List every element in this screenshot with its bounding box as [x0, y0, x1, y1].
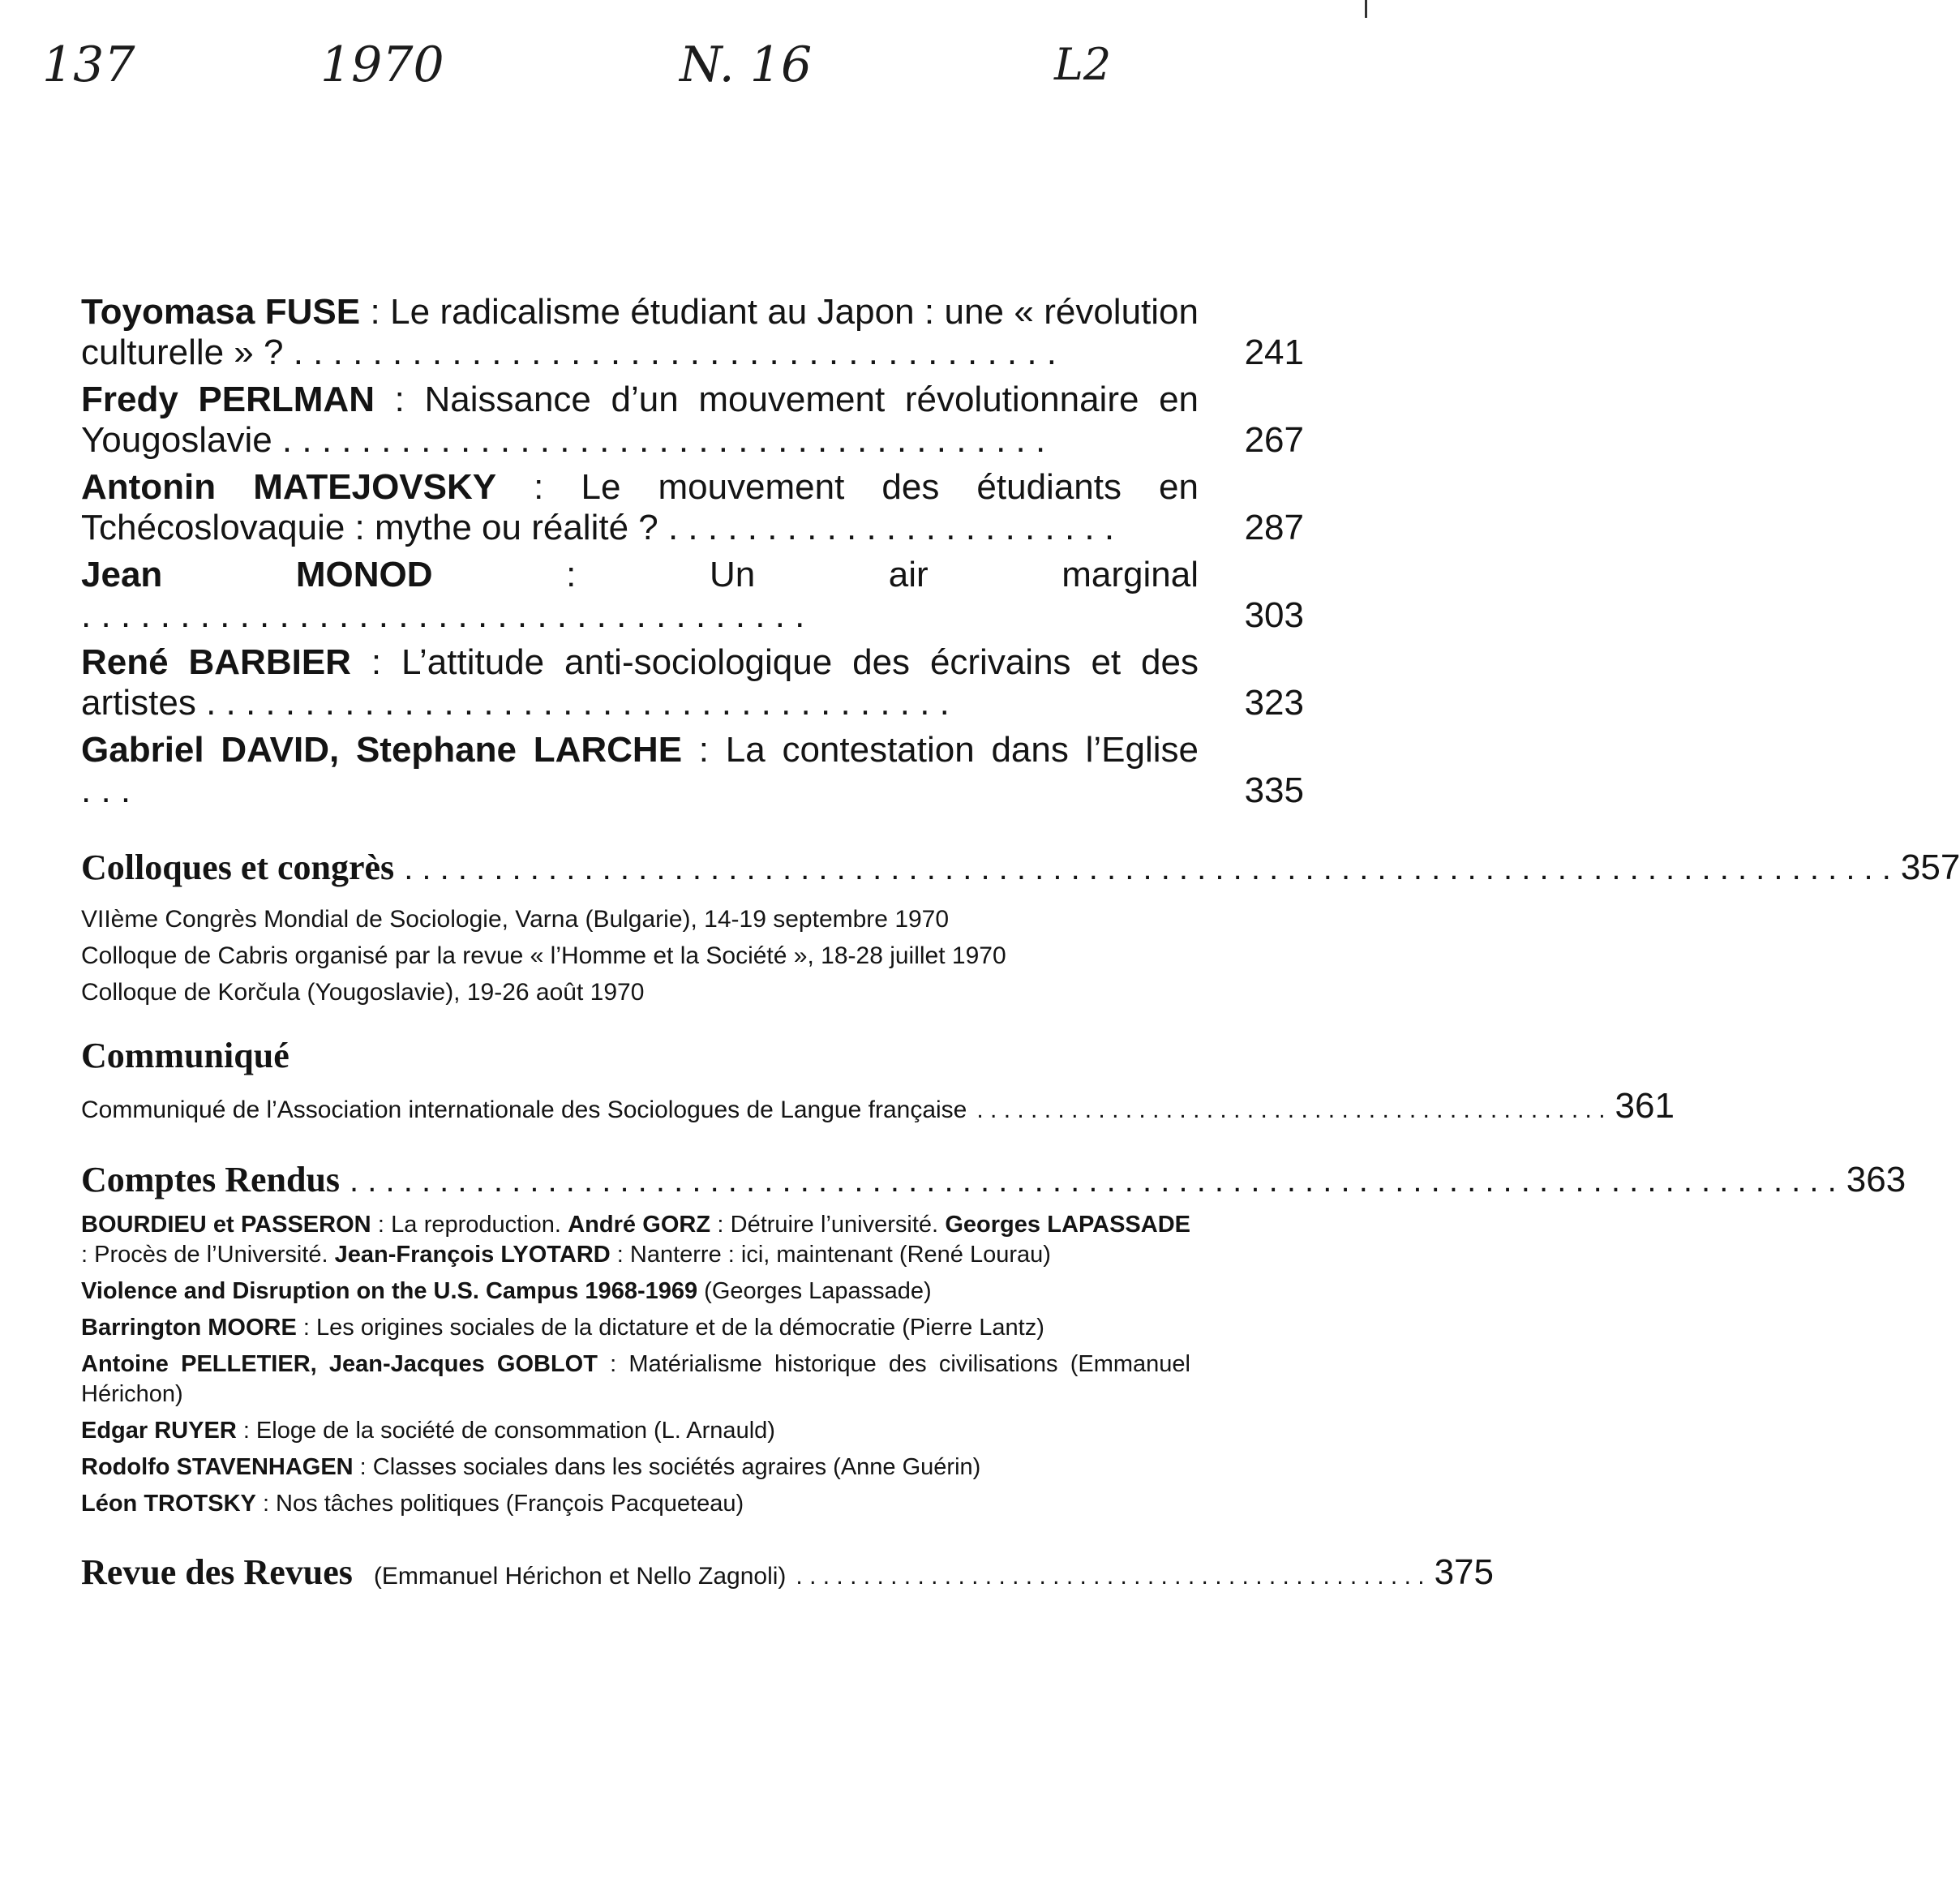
- article-title: L’attitude anti-sociologique des écrivains et des artistes: [81, 642, 1199, 723]
- review-detail: : Détruire l’université.: [710, 1212, 946, 1238]
- review-subject: Violence and Disruption on the U.S. Campus 1968-1969: [81, 1278, 698, 1304]
- article-title: Un air marginal: [709, 555, 1199, 594]
- compte-rendu-entry: [81, 1350, 1190, 1410]
- scan-edge-mark: [1365, 0, 1367, 18]
- toc-article: Fredy PERLMAN : Naissance d’un mouvement révolutionnaire en Yougoslavie . . . . . . . . . . . . . . . . . . . . . . . . . . . . . . . . . . . . . . . 267: [81, 380, 1304, 460]
- article-author: Toyomasa FUSE: [81, 292, 361, 332]
- review-subject: Georges LAPASSADE: [945, 1212, 1190, 1238]
- comptes-rendus-list: [81, 1210, 1304, 1519]
- toc-article: Jean MONOD : Un air marginal . . . . . . . . . . . . . . . . . . . . . . . . . . . . . . . . . . . . . 303: [81, 555, 1304, 635]
- article-page: 241: [1244, 333, 1304, 372]
- compte-rendu-entry: [81, 1313, 1190, 1343]
- review-detail: : Nos tâches politiques (François Pacqueteau): [255, 1491, 744, 1517]
- section-title: Communiqué: [81, 1036, 289, 1075]
- section-title: Revue des Revues: [81, 1552, 353, 1592]
- section-page: 375: [1434, 1552, 1494, 1592]
- review-detail: : Procès de l’Université.: [81, 1242, 335, 1268]
- toc-article: Antonin MATEJOVSKY : Le mouvement des étudiants en Tchécoslovaquie : mythe ou réalité ? . . . . . . . . . . . . . . . . . . . . . . . 287: [81, 467, 1304, 547]
- articles-list: [81, 292, 1304, 811]
- colloques-heading: Colloques et congrès . . . . . . . . . . . . . . . . . . . . . . . . . . . . . . . . . . . . . . . . . . . . . . . . . . . . . . . . . . . . . . . . . . . . . . . . . . . . . . . . . . . 357: [81, 848, 1960, 887]
- review-subject: Jean-François LYOTARD: [334, 1242, 611, 1268]
- communique-heading: [81, 1035, 1304, 1077]
- review-subject: Léon TROTSKY: [81, 1491, 256, 1517]
- review-detail: : Nanterre : ici, maintenant (René Lourau): [610, 1242, 1051, 1268]
- compte-rendu-entry: [81, 1416, 1190, 1446]
- review-subject: BOURDIEU et PASSERON: [81, 1212, 371, 1238]
- colloque-item: Colloque de Korčula (Yougoslavie), 19-26 août 1970: [81, 979, 645, 1006]
- table-of-contents: [81, 292, 1960, 1598]
- review-subject: Rodolfo STAVENHAGEN: [81, 1454, 354, 1480]
- communique-entry: Communiqué de l’Association internationale des Sociologues de Langue française . . . . . . . . . . . . . . . . . . . . . . . . . . . . . . . . . . . . . . . . . . . . . . . 361: [81, 1085, 1304, 1128]
- section-page: 361: [1615, 1086, 1675, 1126]
- article-title: La contestation dans l’Eglise: [725, 730, 1199, 770]
- article-page: 303: [1244, 595, 1304, 635]
- handwritten-number: 137: [42, 36, 135, 93]
- handwritten-code: L2: [1054, 39, 1112, 90]
- toc-article: Toyomasa FUSE : Le radicalisme étudiant au Japon : une « révolution culturelle » ? . . . . . . . . . . . . . . . . . . . . . . . . . . . . . . . . . . . . . . . 241: [81, 292, 1304, 372]
- review-subject: Barrington MOORE: [81, 1315, 297, 1341]
- article-title: Naissance d’un mouvement révolutionnaire en Yougoslavie: [81, 380, 1199, 460]
- article-title: Le radicalisme étudiant au Japon : une « révolution culturelle » ?: [81, 292, 1199, 372]
- compte-rendu-entry: [81, 1277, 1190, 1307]
- section-page: 363: [1846, 1160, 1906, 1199]
- article-title: Le mouvement des étudiants en Tchécoslovaquie : mythe ou réalité ?: [81, 467, 1199, 547]
- article-author: Jean MONOD: [81, 555, 433, 594]
- handwritten-issue: N. 16: [680, 36, 813, 93]
- review-detail: : La reproduction.: [371, 1212, 568, 1238]
- review-detail: : Les origines sociales de la dictature et de la démocratie (Pierre Lantz): [296, 1315, 1044, 1341]
- review-subject: Edgar RUYER: [81, 1418, 237, 1444]
- revue-heading: Revue des Revues (Emmanuel Hérichon et Nello Zagnoli) . . . . . . . . . . . . . . . . . . . . . . . . . . . . . . . . . . . . . . . . . . . . . . . 375: [81, 1551, 1304, 1598]
- comptes-heading: Comptes Rendus . . . . . . . . . . . . . . . . . . . . . . . . . . . . . . . . . . . . . . . . . . . . . . . . . . . . . . . . . . . . . . . . . . . . . . . . . . . . . . . . . . . 363: [81, 1160, 1906, 1199]
- article-author: René BARBIER: [81, 642, 351, 682]
- compte-rendu-entry: [81, 1453, 1190, 1483]
- section-title: Comptes Rendus: [81, 1160, 341, 1199]
- article-page: 335: [1244, 770, 1304, 810]
- review-subject: Antoine PELLETIER, Jean-Jacques GOBLOT: [81, 1351, 598, 1377]
- review-subject: André GORZ: [568, 1212, 711, 1238]
- article-author: Antonin MATEJOVSKY: [81, 467, 497, 507]
- colloque-item: VIIème Congrès Mondial de Sociologie, Varna (Bulgarie), 14-19 septembre 1970: [81, 906, 950, 933]
- handwritten-year: 1970: [320, 36, 444, 93]
- review-detail: : Classes sociales dans les sociétés agraires (Anne Guérin): [353, 1454, 981, 1480]
- article-page: 323: [1244, 683, 1304, 723]
- review-detail: : Eloge de la société de consommation (L. Arnauld): [236, 1418, 775, 1444]
- article-page: 267: [1244, 420, 1304, 460]
- toc-article: Gabriel DAVID, Stephane LARCHE : La contestation dans l’Eglise . . . 335: [81, 730, 1304, 810]
- compte-rendu-entry: [81, 1489, 1190, 1519]
- compte-rendu-entry: [81, 1210, 1190, 1270]
- colloques-list: [81, 901, 1304, 1011]
- article-author: Fredy PERLMAN: [81, 380, 375, 419]
- communique-text: Communiqué de l’Association internationale des Sociologues de Langue française: [81, 1096, 967, 1123]
- section-title: Colloques et congrès: [81, 848, 395, 887]
- article-page: 287: [1244, 508, 1304, 547]
- review-detail: (Georges Lapassade): [697, 1278, 932, 1304]
- colloque-item: Colloque de Cabris organisé par la revue « l’Homme et la Société », 18-28 juillet 1970: [81, 942, 1006, 969]
- article-author: Gabriel DAVID, Stephane LARCHE: [81, 730, 683, 770]
- revue-authors: (Emmanuel Hérichon et Nello Zagnoli): [373, 1563, 787, 1590]
- review-detail: : Matérialisme historique des civilisations (Emmanuel Hérichon): [81, 1351, 1190, 1407]
- section-page: 357: [1900, 848, 1960, 887]
- toc-article: René BARBIER : L’attitude anti-sociologique des écrivains et des artistes . . . . . . . . . . . . . . . . . . . . . . . . . . . . . . . . . . . . . . 323: [81, 642, 1304, 723]
